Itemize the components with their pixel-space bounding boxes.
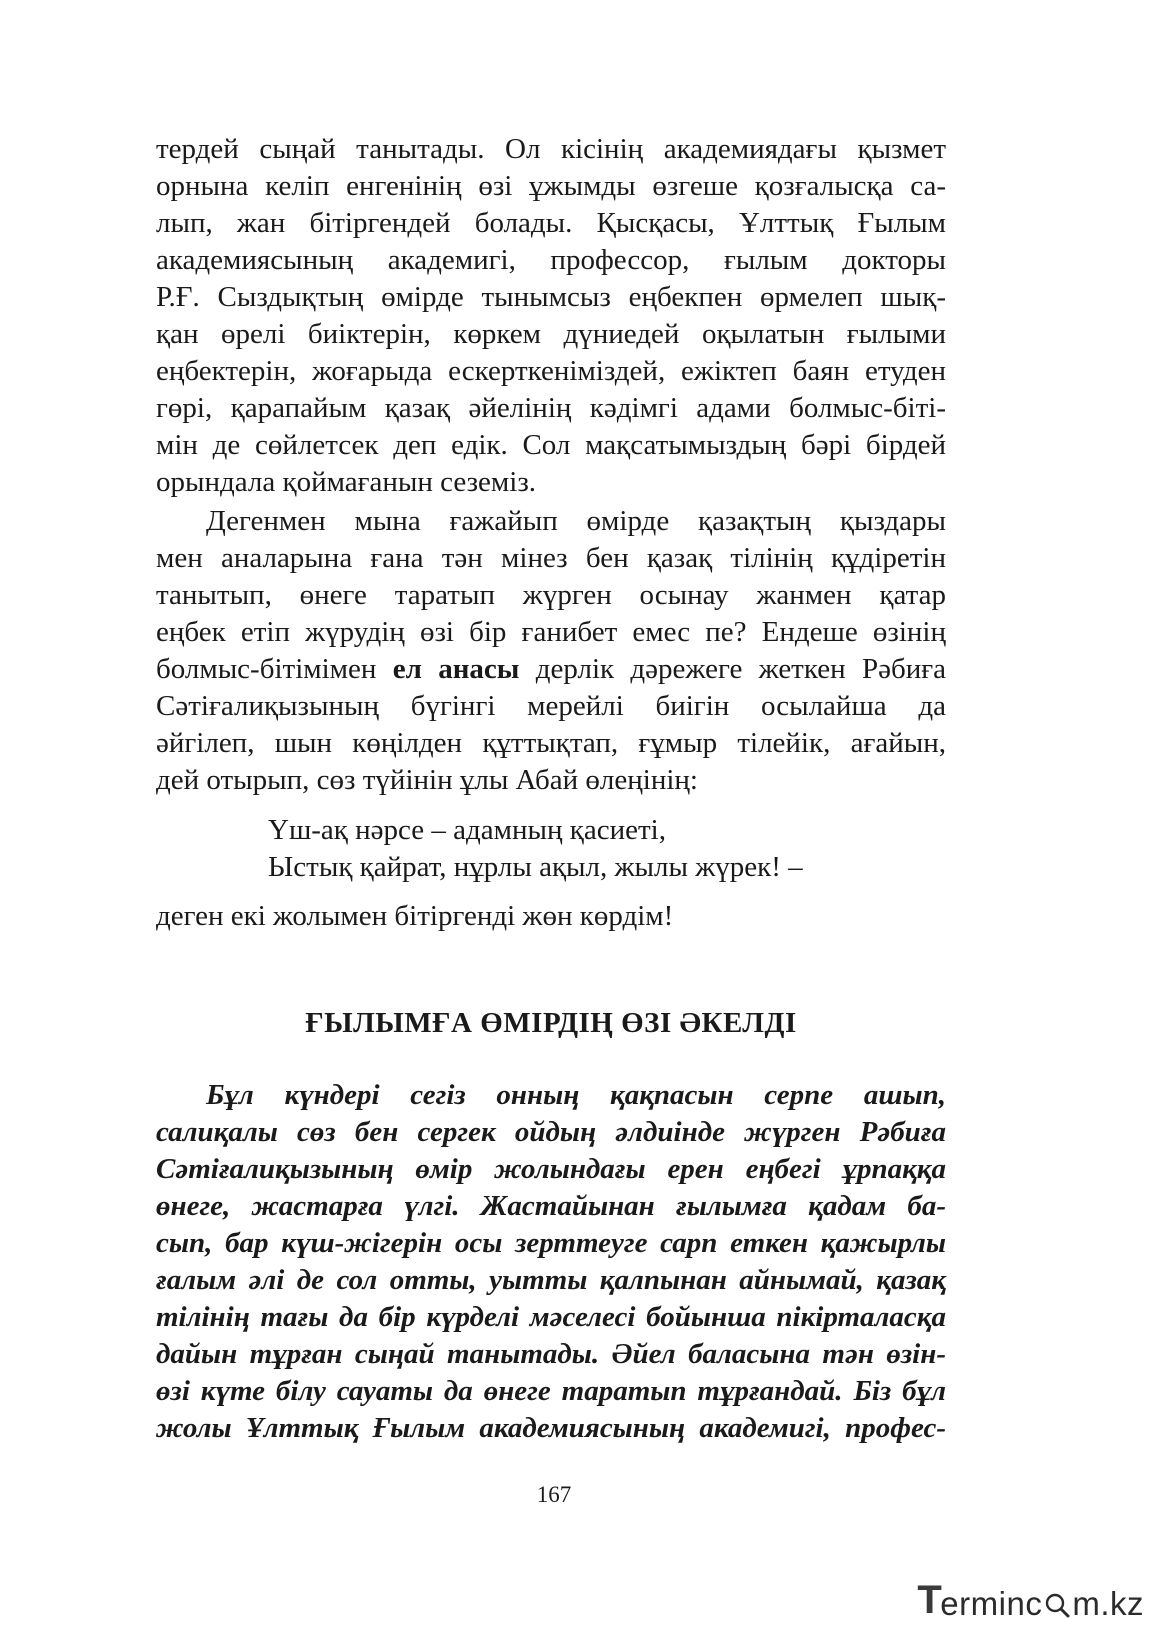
text-line: Сәтіғалиқызының өмір жолындағы ерен еңбегі ұрпаққа [156,1153,946,1185]
text-line: деген екі жолымен бітіргенді жөн көрдім! [156,900,674,932]
text-line: Р.Ғ. Сыздықтың өмірде тынымсыз еңбекпен өрмелеп шық- [156,281,946,313]
text-line: Дегенмен мына ғажайып өмірде қазақтың қыздары [206,505,946,537]
text-segment: болмыс-бітімімен [156,653,393,685]
text-line: гөрі, қарапайым қазақ әйелінің кәдімгі адами болмыс-біті- [156,392,946,424]
closing-line [156,898,946,935]
paragraph-1 [156,131,946,501]
text-line: дей отырып, сөз түйінін ұлы Абай өлеңінің: [156,764,698,796]
site-watermark [917,1577,1144,1623]
text-line: Бұл күндері сегіз онның қақпасын серпе ашып, [206,1079,946,1111]
text-line: академиясының академигі, профессор, ғылым докторы [156,244,946,276]
text-line: ғалым әлі де сол отты, уытты қалпынан айнымай, қазақ [156,1264,946,1296]
text-line: жолы Ұлттық Ғылым академиясының академигі, профес- [156,1412,946,1444]
text-line: орнына келіп енгенінің өзі ұжымды өзгеше қозғалысқа са- [156,170,946,202]
paragraph-2 [156,503,946,799]
section-heading: ҒЫЛЫМҒА ӨМІРДІҢ ӨЗІ ӘКЕЛДІ [305,1007,797,1039]
text-line: еңбектерін, жоғарыда ескерткеніміздей, ежіктеп баян етуден [156,355,946,387]
text-line: лып, жан бітіргендей болады. Қысқасы, Ұлттық Ғылым [156,207,946,239]
watermark-initial: T [917,1578,943,1622]
poem-line: Ыстық қайрат, нұрлы ақыл, жылы жүрек! – [268,851,803,883]
text-line: сып, бар күш-жігерін осы зерттеуге сарп еткен қажырлы [156,1227,946,1259]
text-line: әйгілеп, шын көңілден құттықтап, ғұмыр тілейік, ағайын, [156,727,946,759]
watermark-text-part: m.kz [1072,1585,1144,1622]
text-line: мен аналарына ғана тән мінез бен қазақ тілінің құдіретін [156,542,946,574]
text-line: қан өрелі биіктерін, көркем дүниедей оқылатын ғылыми [156,318,946,350]
paragraph-3-lead [156,1077,946,1447]
text-line-with-bold [156,651,946,688]
text-line: мін де сөйлетсек деп едік. Сол мақсатымыздың бәрі бірдей [156,429,946,461]
bold-phrase: ел анасы [392,653,520,685]
text-line: салиқалы сөз бен сергек ойдың әлдиінде жүрген Рәбиға [156,1116,946,1148]
poem-line: Үш-ақ нәрсе – адамның қасиеті, [268,814,666,846]
text-line: танытып, өнеге таратып жүрген осынау жанмен қатар [156,579,946,611]
page-number: 167 [536,1482,572,1507]
poem-quote [268,812,868,886]
text-line: тердей сыңай танытады. Ол кісінің академиядағы қызмет [156,133,946,165]
text-segment: дерлік дәрежеге жеткен Рәбиға [519,653,946,685]
magnifier-icon [1044,1592,1070,1618]
watermark-text-part: erminc [940,1585,1043,1622]
text-line: дайын тұрған сыңай танытады. Әйел баласына тән өзін- [156,1338,946,1370]
text-line: өзі күте білу сауаты да өнеге таратып тұрғандай. Біз бұл [156,1375,946,1407]
text-line: тілінің тағы да бір күрделі мәселесі бойынша пікірталасқа [156,1301,946,1333]
text-line: Сәтіғалиқызының бүгінгі мерейлі биігін осылайша да [156,690,946,722]
text-line: еңбек етіп жүрудің өзі бір ғанибет емес пе? Ендеше өзінің [156,616,946,648]
text-line: өнеге, жастарға үлгі. Жастайынан ғылымға қадам ба- [156,1190,946,1222]
text-line: орындала қоймағанын сеземіз. [156,466,537,498]
